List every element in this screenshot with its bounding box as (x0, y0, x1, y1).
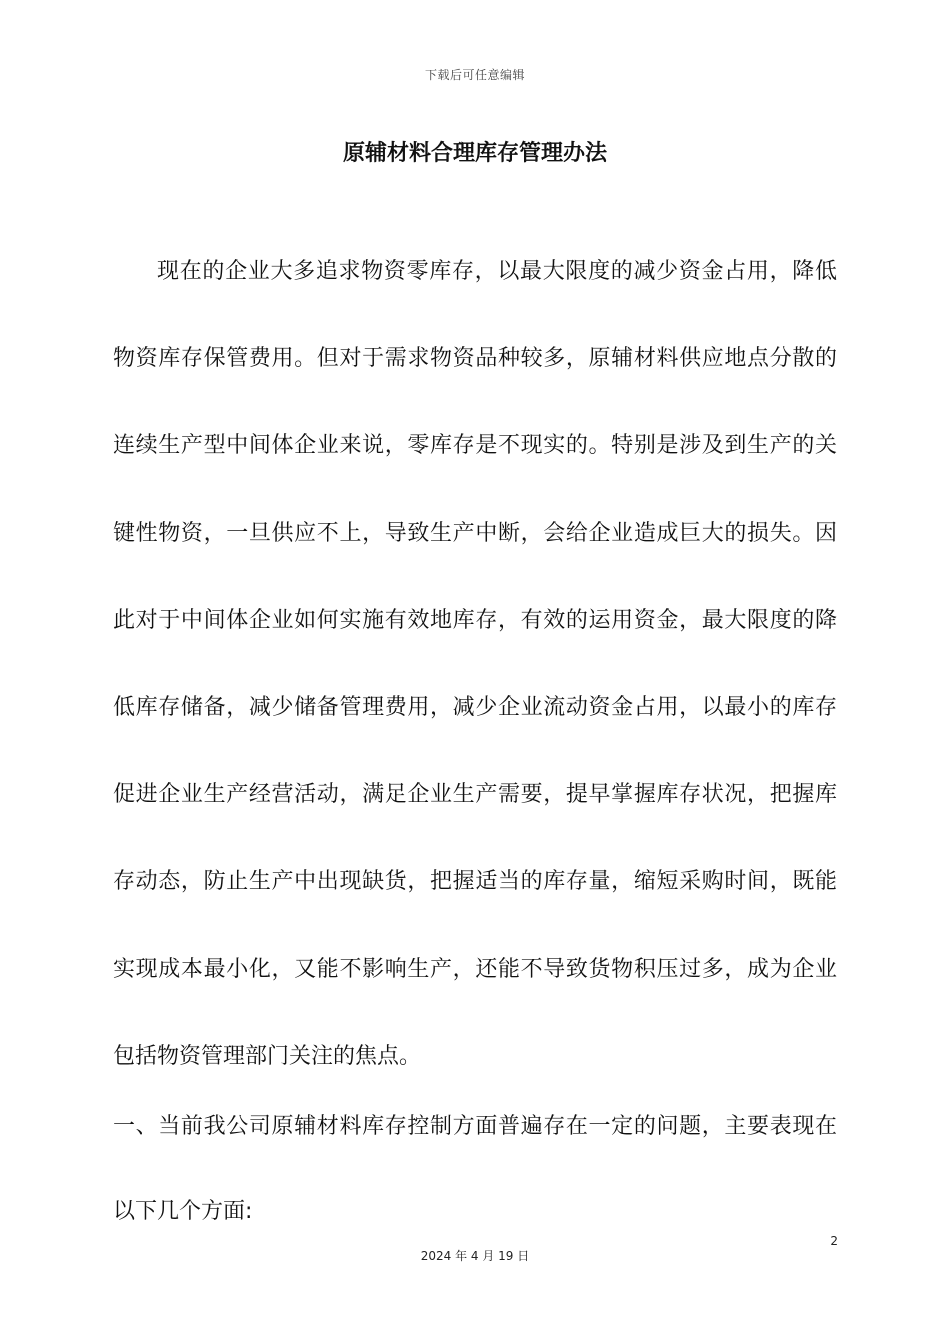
page-footer-date: 2024 年 4 月 19 日 (420, 1249, 530, 1263)
page-header: 下载后可任意编辑 (424, 68, 525, 82)
body-paragraph-section-one: 一、当前我公司原辅材料库存控制方面普遍存在一定的问题，主要表现在以下几个方面: (113, 1114, 837, 1224)
page-number: 2 (830, 1234, 838, 1248)
body-paragraph-intro: 现在的企业大多追求物资零库存，以最大限度的减少资金占用，降低物资库存保管费用。但对于需求物资品种较多，原辅材料供应地点分散的连续生产型中间体企业来说，零库存是不现实的。特别是涉及到生产的关键性物资，一旦供应不上，导致生产中断，会给企业造成巨大的损失。因此对于中间体企业如何实施有效地库存，有效的运用资金，最大限度的降低库存储备，减少储备管理费用，减少企业流动资金占用，以最小的库存促进企业生产经营活动，满足企业生产需要，提早掌握库存状况，把握库存动态，防止生产中出现缺货，把握适当的库存量，缩短采购时间，既能实现成本最小化，又能不影响生产，还能不导致货物积压过多，成为企业包括物资管理部门关注的焦点。 (113, 259, 837, 1069)
document-title: 原辅材料合理库存管理办法 (342, 141, 607, 166)
